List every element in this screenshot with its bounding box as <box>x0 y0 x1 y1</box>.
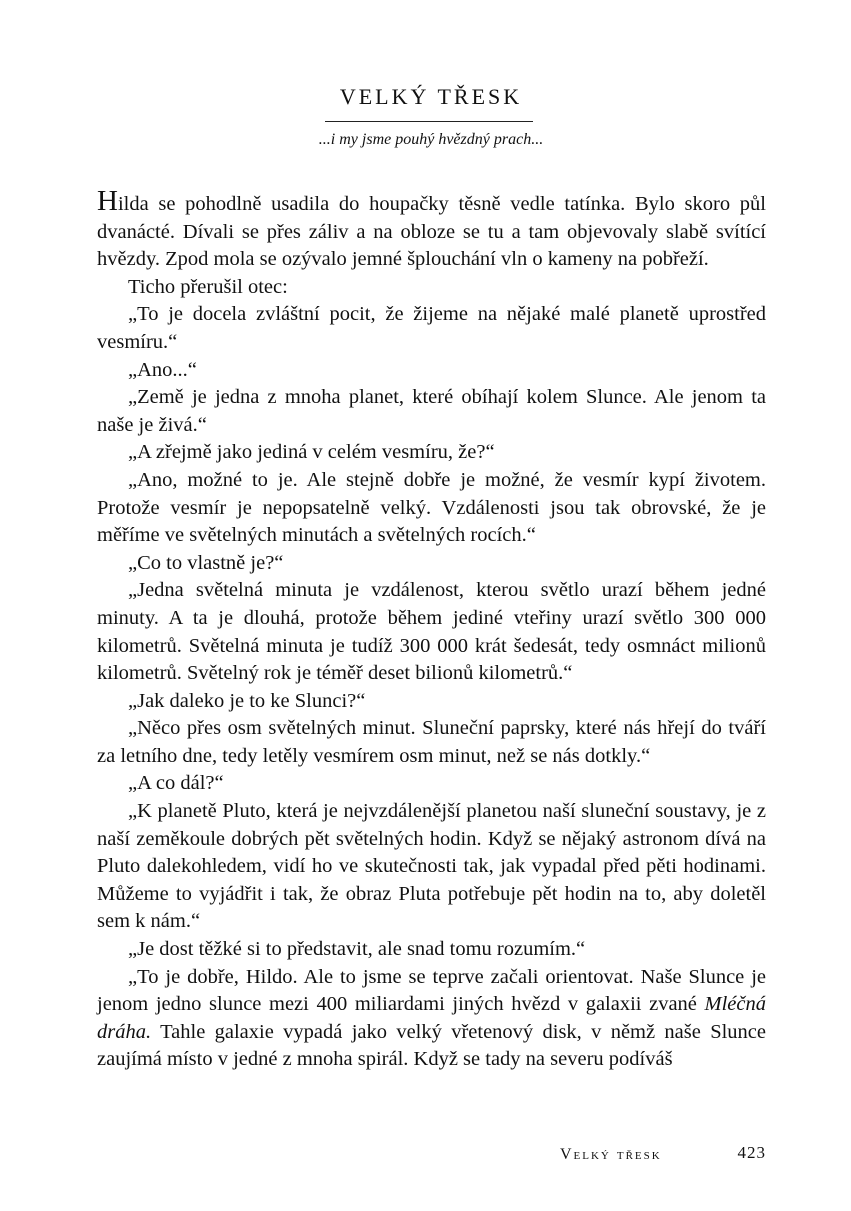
paragraph <box>97 964 766 1074</box>
page-number: 423 <box>737 1143 766 1162</box>
initial-letter: H <box>97 185 118 217</box>
galaxy-name: Mléčná dráha. <box>97 993 766 1043</box>
chapter-subtitle: ...i my jsme pouhý hvězdný prach... <box>318 131 544 148</box>
paragraph: „Ano, možné to je. Ale stejně dobře je možné, že vesmír kypí životem. Protože vesmír je nepopsatelně velký. Vzdálenosti jsou tak obrovské, že je měříme ve světelných minutách a světelných rocích.“ <box>97 468 766 547</box>
paragraph: „To je docela zvláštní pocit, že žijeme na nějaké malé planetě uprostřed vesmíru.“ <box>97 303 766 353</box>
paragraph: Ticho přerušil otec: <box>128 275 288 298</box>
paragraph: „A zřejmě jako jediná v celém vesmíru, že?“ <box>128 441 495 464</box>
paragraph: „Jak daleko je to ke Slunci?“ <box>128 689 366 712</box>
paragraph-text: „To je dobře, Hildo. Ale to jsme se teprve začali orientovat. Naše Slunce je jenom jedno slunce mezi 400 miliardami jiných hvězd v galaxii zvané <box>97 965 766 1016</box>
paragraph: „Země je jedna z mnoha planet, které obíhají kolem Slunce. Ale jenom ta naše je živá.“ <box>97 386 766 436</box>
paragraph: „K planetě Pluto, která je nejvzdálenější planetou naší sluneční soustavy, je z naší zeměkoule dobrých pět světelných hodin. Když se nějaký astronom dívá na Pluto dalekohledem, vidí ho ve skutečnosti tak, jak vypadal před pěti hodinami. Můžeme to vyjádřit i tak, že obraz Pluta potřebuje pět hodin na to, aby doletěl sem k nám.“ <box>97 800 766 933</box>
paragraph: „A co dál?“ <box>128 772 224 795</box>
paragraph <box>97 185 766 274</box>
running-head: Velký třesk <box>560 1146 662 1163</box>
chapter-title: VELKÝ TŘESK <box>339 84 523 109</box>
paragraph: „Jedna světelná minuta je vzdálenost, kterou světlo urazí během jedné minuty. A ta je dlouhá, protože během jediné vteřiny urazí světlo 300 000 kilometrů. Světelná minuta je tudíž 300 000 krát šedesát, tedy osmnáct milionů kilometrů. Světelný rok je téměř deset bilionů kilometrů.“ <box>97 579 766 685</box>
title-rule <box>325 121 533 122</box>
paragraph: „Co to vlastně je?“ <box>128 551 284 574</box>
paragraph: „Je dost těžké si to představit, ale snad tomu rozumím.“ <box>128 938 586 961</box>
body-text <box>97 185 766 1074</box>
paragraph-text: Tahle galaxie vypadá jako velký vřetenový disk, v němž naše Slunce zaujímá místo v jedné z mnoha spirál. Když se tady na severu podíváš <box>97 1020 766 1071</box>
paragraph: „Ano...“ <box>128 358 197 381</box>
paragraph-text: ilda se pohodlně usadila do houpačky těsně vedle tatínka. Bylo skoro půl dvanácté. Dívali se přes záliv a na obloze se tu a tam objevovaly slabě svítící hvězdy. Zpod mola se ozývalo jemné šplouchání vln o kameny na pobřeží. <box>97 193 766 271</box>
paragraph: „Něco přes osm světelných minut. Sluneční paprsky, které nás hřejí do tváří za letního dne, tedy letěly vesmírem osm minut, než se nás dotkly.“ <box>97 717 766 767</box>
